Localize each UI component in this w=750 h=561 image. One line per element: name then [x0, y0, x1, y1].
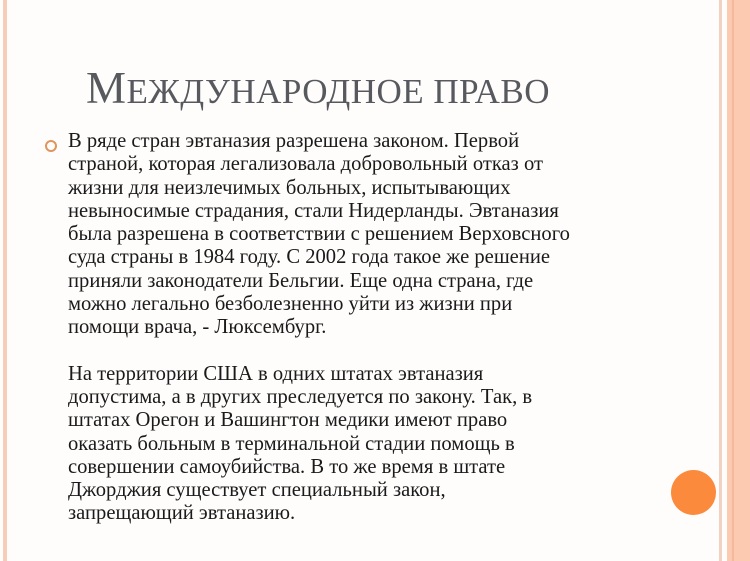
- text-line: На территории США в одних штатах эвтаназия: [68, 362, 484, 385]
- slide-title: [86, 62, 550, 114]
- slide-body: [68, 130, 708, 526]
- text-line: жизни для неизлечимых больных, испытывающих: [68, 176, 511, 199]
- text-line: помощи врача, - Люксембург.: [68, 316, 327, 339]
- text-line: совершении самоубийства. В то же время в штате: [68, 455, 506, 478]
- paragraph-usa: [68, 363, 708, 526]
- left-decorative-stripe: [3, 0, 7, 561]
- text-line: страной, которая легализовала добровольный отказ от: [68, 153, 543, 176]
- text-line: В ряде стран эвтаназия разрешена законом. Первой: [68, 130, 520, 152]
- text-line: допустима, а в других преследуется по закону. Так, в: [68, 385, 533, 408]
- title-rest: ЕЖДУНАРОДНОЕ ПРАВО: [126, 72, 551, 111]
- right-decorative-band: [727, 0, 750, 561]
- text-line: Джорджия существует специальный закон,: [68, 479, 446, 502]
- text-line: невыносимые страдания, стали Нидерланды. Эвтаназия: [68, 199, 559, 222]
- text-line: штатах Орегон и Вашингтон медики имеют право: [68, 409, 508, 432]
- hollow-circle-bullet-icon: [45, 140, 57, 152]
- text-line: была разрешена в соответствии с решением Верховсного: [68, 223, 570, 246]
- text-line: приняли законодатели Бельгии. Еще одна страна, где: [68, 269, 534, 292]
- text-line: оказать больным в терминальной стадии помощь в: [68, 432, 515, 455]
- paragraph-netherlands: [68, 130, 708, 340]
- orange-circle-icon: [671, 470, 716, 515]
- right-thin-stripe: [719, 0, 722, 561]
- right-band-line: [732, 0, 734, 561]
- text-line: суда страны в 1984 году. С 2002 года такое же решение: [68, 246, 551, 269]
- text-line: запрещающий эвтаназию.: [68, 502, 296, 525]
- title-initial: М: [86, 63, 127, 113]
- text-line: можно легально безболезненно уйти из жизни при: [68, 293, 513, 316]
